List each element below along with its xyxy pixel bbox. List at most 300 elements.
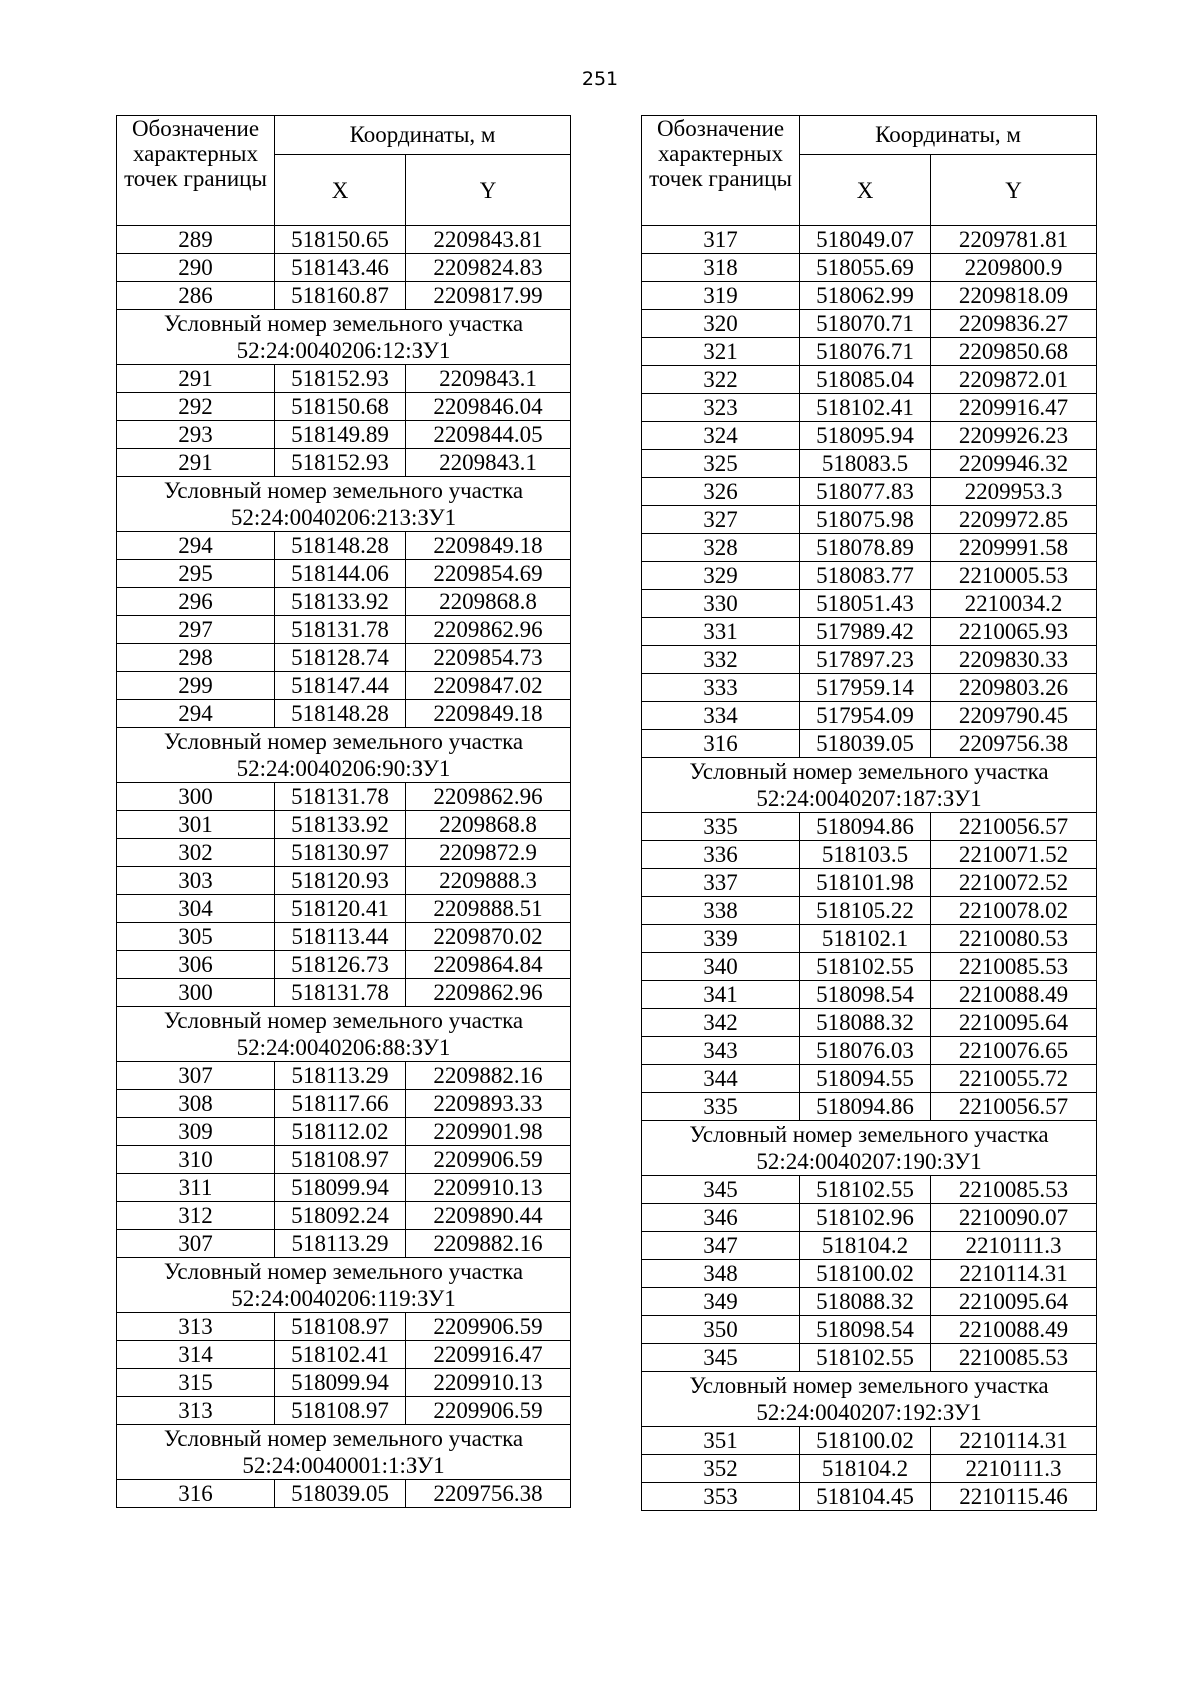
y-coordinate-cell: 2209854.69	[406, 560, 571, 588]
table-row	[642, 1037, 1097, 1065]
y-coordinate-cell: 2209868.8	[406, 588, 571, 616]
table-row	[642, 1455, 1097, 1483]
table-row	[642, 841, 1097, 869]
parcel-section-row	[642, 1372, 1097, 1427]
table-row	[117, 672, 571, 700]
table-row	[642, 506, 1097, 534]
table-body	[642, 226, 1097, 1511]
table-row	[642, 1232, 1097, 1260]
parcel-number-label	[117, 477, 571, 532]
x-coordinate-cell: 517897.23	[800, 646, 931, 674]
y-coordinate-cell: 2209916.47	[406, 1341, 571, 1369]
point-number-cell: 343	[642, 1037, 800, 1065]
x-coordinate-cell: 518108.97	[275, 1146, 406, 1174]
x-coordinate-cell: 518112.02	[275, 1118, 406, 1146]
table-row	[642, 702, 1097, 730]
point-number-cell: 302	[117, 839, 275, 867]
y-coordinate-cell: 2210076.65	[931, 1037, 1097, 1065]
y-coordinate-cell: 2210085.53	[931, 1176, 1097, 1204]
y-coordinate-cell: 2210085.53	[931, 953, 1097, 981]
x-coordinate-cell: 518049.07	[800, 226, 931, 254]
x-coordinate-cell: 518104.2	[800, 1232, 931, 1260]
point-number-cell: 309	[117, 1118, 275, 1146]
table-row	[117, 616, 571, 644]
y-coordinate-cell: 2209817.99	[406, 282, 571, 310]
table-row	[642, 590, 1097, 618]
parcel-caption: Условный номер земельного участка	[163, 1426, 524, 1451]
x-coordinate-cell: 518104.2	[800, 1455, 931, 1483]
x-coordinate-cell: 518051.43	[800, 590, 931, 618]
x-coordinate-cell: 518147.44	[275, 672, 406, 700]
x-coordinate-cell: 518131.78	[275, 783, 406, 811]
table-row	[117, 867, 571, 895]
y-coordinate-cell: 2209756.38	[406, 1480, 571, 1508]
parcel-number-label	[117, 728, 571, 783]
x-coordinate-cell: 518100.02	[800, 1427, 931, 1455]
parcel-section-row	[642, 1121, 1097, 1176]
y-coordinate-cell: 2209872.9	[406, 839, 571, 867]
x-coordinate-cell: 518062.99	[800, 282, 931, 310]
table-row	[117, 979, 571, 1007]
y-coordinate-cell: 2209888.3	[406, 867, 571, 895]
point-number-cell: 333	[642, 674, 800, 702]
coordinates-table-right	[641, 115, 1097, 1511]
x-header: X	[800, 155, 931, 226]
point-number-cell: 322	[642, 366, 800, 394]
parcel-caption: Условный номер земельного участка	[163, 729, 524, 754]
y-coordinate-cell: 2209910.13	[406, 1174, 571, 1202]
table-row	[117, 1480, 571, 1508]
table-row	[642, 534, 1097, 562]
parcel-number-label	[642, 1121, 1097, 1176]
x-coordinate-cell: 518102.41	[275, 1341, 406, 1369]
table-row	[642, 1344, 1097, 1372]
table-row	[117, 1202, 571, 1230]
x-coordinate-cell: 518083.5	[800, 450, 931, 478]
table-row	[642, 422, 1097, 450]
table-row	[117, 951, 571, 979]
y-coordinate-cell: 2209756.38	[931, 730, 1097, 758]
x-coordinate-cell: 518098.54	[800, 981, 931, 1009]
y-coordinate-cell: 2209991.58	[931, 534, 1097, 562]
x-coordinate-cell: 518152.93	[275, 449, 406, 477]
y-coordinate-cell: 2210095.64	[931, 1288, 1097, 1316]
point-number-cell: 291	[117, 365, 275, 393]
x-coordinate-cell: 518130.97	[275, 839, 406, 867]
point-number-cell: 306	[117, 951, 275, 979]
y-coordinate-cell: 2209890.44	[406, 1202, 571, 1230]
x-coordinate-cell: 517989.42	[800, 618, 931, 646]
table-row	[642, 981, 1097, 1009]
x-coordinate-cell: 518055.69	[800, 254, 931, 282]
table-row	[117, 1090, 571, 1118]
x-coordinate-cell: 518094.86	[800, 813, 931, 841]
table-row	[117, 700, 571, 728]
y-coordinate-cell: 2210072.52	[931, 869, 1097, 897]
point-number-cell: 313	[117, 1313, 275, 1341]
y-coordinate-cell: 2209844.05	[406, 421, 571, 449]
point-number-cell: 298	[117, 644, 275, 672]
coordinates-header: Координаты, м	[800, 116, 1097, 155]
parcel-caption: Условный номер земельного участка	[689, 1373, 1049, 1398]
y-coordinate-cell: 2209906.59	[406, 1313, 571, 1341]
parcel-section-row	[642, 758, 1097, 813]
table-row	[117, 560, 571, 588]
point-number-cell: 317	[642, 226, 800, 254]
y-coordinate-cell: 2210111.3	[931, 1232, 1097, 1260]
y-coordinate-cell: 2210005.53	[931, 562, 1097, 590]
x-coordinate-cell: 517954.09	[800, 702, 931, 730]
x-coordinate-cell: 518102.41	[800, 394, 931, 422]
parcel-cadastral-number: 52:24:0040206:90:ЗУ1	[236, 756, 451, 781]
point-number-cell: 314	[117, 1341, 275, 1369]
y-coordinate-cell: 2209901.98	[406, 1118, 571, 1146]
table-row	[117, 923, 571, 951]
table-row	[117, 421, 571, 449]
y-coordinate-cell: 2210114.31	[931, 1260, 1097, 1288]
y-coordinate-cell: 2210095.64	[931, 1009, 1097, 1037]
y-coordinate-cell: 2209862.96	[406, 616, 571, 644]
point-number-cell: 296	[117, 588, 275, 616]
y-coordinate-cell: 2209843.81	[406, 226, 571, 254]
point-number-cell: 313	[117, 1397, 275, 1425]
table-row	[642, 282, 1097, 310]
y-coordinate-cell: 2209847.02	[406, 672, 571, 700]
y-header: Y	[406, 155, 571, 226]
table-row	[642, 897, 1097, 925]
y-coordinate-cell: 2209849.18	[406, 532, 571, 560]
table-row	[642, 1009, 1097, 1037]
point-number-cell: 338	[642, 897, 800, 925]
parcel-number-label	[117, 1258, 571, 1313]
y-coordinate-cell: 2209953.3	[931, 478, 1097, 506]
table-row	[117, 783, 571, 811]
point-number-cell: 341	[642, 981, 800, 1009]
table-row	[117, 226, 571, 254]
x-coordinate-cell: 518131.78	[275, 616, 406, 644]
y-coordinate-cell: 2210115.46	[931, 1483, 1097, 1511]
x-coordinate-cell: 518160.87	[275, 282, 406, 310]
y-coordinate-cell: 2210111.3	[931, 1455, 1097, 1483]
y-coordinate-cell: 2209868.8	[406, 811, 571, 839]
x-coordinate-cell: 518117.66	[275, 1090, 406, 1118]
table-row	[117, 839, 571, 867]
y-coordinate-cell: 2210056.57	[931, 813, 1097, 841]
y-coordinate-cell: 2209916.47	[931, 394, 1097, 422]
table-row	[117, 811, 571, 839]
parcel-number-label	[642, 1372, 1097, 1427]
y-coordinate-cell: 2209790.45	[931, 702, 1097, 730]
x-coordinate-cell: 518099.94	[275, 1369, 406, 1397]
table-row	[117, 1230, 571, 1258]
point-number-cell: 351	[642, 1427, 800, 1455]
y-header: Y	[931, 155, 1097, 226]
point-number-cell: 318	[642, 254, 800, 282]
table-row	[117, 1369, 571, 1397]
point-number-cell: 310	[117, 1146, 275, 1174]
x-coordinate-cell: 518083.77	[800, 562, 931, 590]
point-number-cell: 327	[642, 506, 800, 534]
table-header	[642, 116, 1097, 226]
x-coordinate-cell: 518103.5	[800, 841, 931, 869]
point-number-cell: 345	[642, 1344, 800, 1372]
point-number-cell: 319	[642, 282, 800, 310]
y-coordinate-cell: 2209846.04	[406, 393, 571, 421]
point-number-cell: 328	[642, 534, 800, 562]
table-row	[642, 1093, 1097, 1121]
parcel-section-row	[117, 728, 571, 783]
table-row	[117, 1146, 571, 1174]
table-row	[117, 1341, 571, 1369]
table-row	[117, 1397, 571, 1425]
table-row	[642, 646, 1097, 674]
x-coordinate-cell: 518126.73	[275, 951, 406, 979]
table-row	[117, 1174, 571, 1202]
x-coordinate-cell: 518133.92	[275, 588, 406, 616]
point-designation-header: Обозначение характерных точек границы	[642, 116, 800, 226]
x-header: X	[275, 155, 406, 226]
coordinates-header: Координаты, м	[275, 116, 571, 155]
y-coordinate-cell: 2209888.51	[406, 895, 571, 923]
x-coordinate-cell: 518077.83	[800, 478, 931, 506]
table-row	[117, 449, 571, 477]
point-number-cell: 348	[642, 1260, 800, 1288]
point-number-cell: 320	[642, 310, 800, 338]
y-coordinate-cell: 2209843.1	[406, 449, 571, 477]
point-number-cell: 307	[117, 1062, 275, 1090]
x-coordinate-cell: 518094.86	[800, 1093, 931, 1121]
x-coordinate-cell: 518102.96	[800, 1204, 931, 1232]
x-coordinate-cell: 518102.55	[800, 1176, 931, 1204]
point-number-cell: 305	[117, 923, 275, 951]
point-number-cell: 336	[642, 841, 800, 869]
x-coordinate-cell: 518039.05	[800, 730, 931, 758]
point-number-cell: 286	[117, 282, 275, 310]
point-number-cell: 335	[642, 1093, 800, 1121]
coordinates-table-left	[116, 115, 571, 1508]
point-number-cell: 301	[117, 811, 275, 839]
point-number-cell: 347	[642, 1232, 800, 1260]
parcel-caption: Условный номер земельного участка	[689, 759, 1049, 784]
x-coordinate-cell: 518102.55	[800, 953, 931, 981]
point-number-cell: 316	[117, 1480, 275, 1508]
table-row	[642, 813, 1097, 841]
point-number-cell: 345	[642, 1176, 800, 1204]
point-number-cell: 353	[642, 1483, 800, 1511]
parcel-cadastral-number: 52:24:0040206:88:ЗУ1	[236, 1035, 451, 1060]
point-number-cell: 308	[117, 1090, 275, 1118]
point-number-cell: 324	[642, 422, 800, 450]
x-coordinate-cell: 518099.94	[275, 1174, 406, 1202]
y-coordinate-cell: 2209849.18	[406, 700, 571, 728]
point-number-cell: 339	[642, 925, 800, 953]
y-coordinate-cell: 2209926.23	[931, 422, 1097, 450]
x-coordinate-cell: 518113.29	[275, 1230, 406, 1258]
parcel-section-row	[117, 1258, 571, 1313]
y-coordinate-cell: 2210065.93	[931, 618, 1097, 646]
point-number-cell: 323	[642, 394, 800, 422]
table-row	[642, 562, 1097, 590]
table-row	[642, 1483, 1097, 1511]
x-coordinate-cell: 518131.78	[275, 979, 406, 1007]
y-coordinate-cell: 2210034.2	[931, 590, 1097, 618]
y-coordinate-cell: 2209803.26	[931, 674, 1097, 702]
x-coordinate-cell: 518070.71	[800, 310, 931, 338]
x-coordinate-cell: 518085.04	[800, 366, 931, 394]
point-number-cell: 312	[117, 1202, 275, 1230]
x-coordinate-cell: 518148.28	[275, 532, 406, 560]
x-coordinate-cell: 518144.06	[275, 560, 406, 588]
y-coordinate-cell: 2209864.84	[406, 951, 571, 979]
y-coordinate-cell: 2209830.33	[931, 646, 1097, 674]
parcel-section-row	[117, 1007, 571, 1062]
x-coordinate-cell: 518092.24	[275, 1202, 406, 1230]
table-row	[642, 925, 1097, 953]
y-coordinate-cell: 2210071.52	[931, 841, 1097, 869]
x-coordinate-cell: 518150.65	[275, 226, 406, 254]
point-number-cell: 300	[117, 979, 275, 1007]
x-coordinate-cell: 518105.22	[800, 897, 931, 925]
table-row	[642, 1316, 1097, 1344]
parcel-cadastral-number: 52:24:0040001:1:ЗУ1	[242, 1453, 445, 1478]
point-number-cell: 342	[642, 1009, 800, 1037]
table-row	[642, 226, 1097, 254]
point-number-cell: 325	[642, 450, 800, 478]
table-row	[642, 1204, 1097, 1232]
table-row	[642, 869, 1097, 897]
point-number-cell: 304	[117, 895, 275, 923]
table-row	[117, 1118, 571, 1146]
point-number-cell: 346	[642, 1204, 800, 1232]
table-row	[642, 1288, 1097, 1316]
y-coordinate-cell: 2210088.49	[931, 1316, 1097, 1344]
x-coordinate-cell: 518108.97	[275, 1313, 406, 1341]
x-coordinate-cell: 518094.55	[800, 1065, 931, 1093]
x-coordinate-cell: 518098.54	[800, 1316, 931, 1344]
parcel-caption: Условный номер земельного участка	[163, 311, 524, 336]
x-coordinate-cell: 518088.32	[800, 1288, 931, 1316]
table-row	[117, 532, 571, 560]
y-coordinate-cell: 2209850.68	[931, 338, 1097, 366]
point-number-cell: 316	[642, 730, 800, 758]
x-coordinate-cell: 518149.89	[275, 421, 406, 449]
point-number-cell: 311	[117, 1174, 275, 1202]
x-coordinate-cell: 518120.93	[275, 867, 406, 895]
point-number-cell: 344	[642, 1065, 800, 1093]
y-coordinate-cell: 2210114.31	[931, 1427, 1097, 1455]
point-number-cell: 315	[117, 1369, 275, 1397]
point-number-cell: 350	[642, 1316, 800, 1344]
x-coordinate-cell: 518076.03	[800, 1037, 931, 1065]
x-coordinate-cell: 518100.02	[800, 1260, 931, 1288]
parcel-cadastral-number: 52:24:0040206:119:ЗУ1	[231, 1286, 456, 1311]
point-number-cell: 290	[117, 254, 275, 282]
x-coordinate-cell: 518120.41	[275, 895, 406, 923]
x-coordinate-cell: 518150.68	[275, 393, 406, 421]
x-coordinate-cell: 518101.98	[800, 869, 931, 897]
x-coordinate-cell: 518088.32	[800, 1009, 931, 1037]
point-number-cell: 334	[642, 702, 800, 730]
table-row	[117, 282, 571, 310]
point-number-cell: 289	[117, 226, 275, 254]
y-coordinate-cell: 2210085.53	[931, 1344, 1097, 1372]
point-number-cell: 331	[642, 618, 800, 646]
parcel-number-label	[117, 1007, 571, 1062]
y-coordinate-cell: 2209836.27	[931, 310, 1097, 338]
point-number-cell: 297	[117, 616, 275, 644]
table-row	[642, 1065, 1097, 1093]
point-number-cell: 349	[642, 1288, 800, 1316]
parcel-caption: Условный номер земельного участка	[163, 478, 524, 503]
y-coordinate-cell: 2210080.53	[931, 925, 1097, 953]
parcel-caption: Условный номер земельного участка	[689, 1122, 1049, 1147]
point-number-cell: 330	[642, 590, 800, 618]
parcel-caption: Условный номер земельного участка	[163, 1008, 524, 1033]
point-number-cell: 307	[117, 1230, 275, 1258]
x-coordinate-cell: 518133.92	[275, 811, 406, 839]
x-coordinate-cell: 518102.1	[800, 925, 931, 953]
point-number-cell: 321	[642, 338, 800, 366]
y-coordinate-cell: 2209882.16	[406, 1062, 571, 1090]
table-row	[117, 393, 571, 421]
point-number-cell: 332	[642, 646, 800, 674]
table-row	[642, 450, 1097, 478]
point-number-cell: 300	[117, 783, 275, 811]
parcel-section-row	[117, 310, 571, 365]
parcel-section-row	[117, 1425, 571, 1480]
x-coordinate-cell: 518075.98	[800, 506, 931, 534]
x-coordinate-cell: 518148.28	[275, 700, 406, 728]
table-row	[117, 1062, 571, 1090]
y-coordinate-cell: 2210090.07	[931, 1204, 1097, 1232]
point-number-cell: 295	[117, 560, 275, 588]
point-number-cell: 293	[117, 421, 275, 449]
table-header	[117, 116, 571, 226]
table-row	[117, 1313, 571, 1341]
y-coordinate-cell: 2209862.96	[406, 783, 571, 811]
parcel-cadastral-number: 52:24:0040206:12:ЗУ1	[236, 338, 451, 363]
table-row	[642, 310, 1097, 338]
point-number-cell: 294	[117, 700, 275, 728]
parcel-cadastral-number: 52:24:0040207:187:ЗУ1	[756, 786, 982, 811]
x-coordinate-cell: 518108.97	[275, 1397, 406, 1425]
y-coordinate-cell: 2209906.59	[406, 1397, 571, 1425]
point-number-cell: 299	[117, 672, 275, 700]
parcel-caption: Условный номер земельного участка	[163, 1259, 524, 1284]
x-coordinate-cell: 517959.14	[800, 674, 931, 702]
table-row	[642, 254, 1097, 282]
x-coordinate-cell: 518113.29	[275, 1062, 406, 1090]
point-number-cell: 303	[117, 867, 275, 895]
x-coordinate-cell: 518152.93	[275, 365, 406, 393]
table-row	[642, 730, 1097, 758]
x-coordinate-cell: 518078.89	[800, 534, 931, 562]
y-coordinate-cell: 2209972.85	[931, 506, 1097, 534]
y-coordinate-cell: 2209781.81	[931, 226, 1097, 254]
point-number-cell: 292	[117, 393, 275, 421]
table-row	[642, 394, 1097, 422]
table-row	[642, 674, 1097, 702]
x-coordinate-cell: 518104.45	[800, 1483, 931, 1511]
y-coordinate-cell: 2209882.16	[406, 1230, 571, 1258]
y-coordinate-cell: 2209893.33	[406, 1090, 571, 1118]
parcel-cadastral-number: 52:24:0040207:192:ЗУ1	[756, 1400, 982, 1425]
x-coordinate-cell: 518076.71	[800, 338, 931, 366]
table-row	[642, 1260, 1097, 1288]
table-row	[642, 366, 1097, 394]
parcel-cadastral-number: 52:24:0040207:190:ЗУ1	[756, 1149, 982, 1174]
table-row	[117, 254, 571, 282]
